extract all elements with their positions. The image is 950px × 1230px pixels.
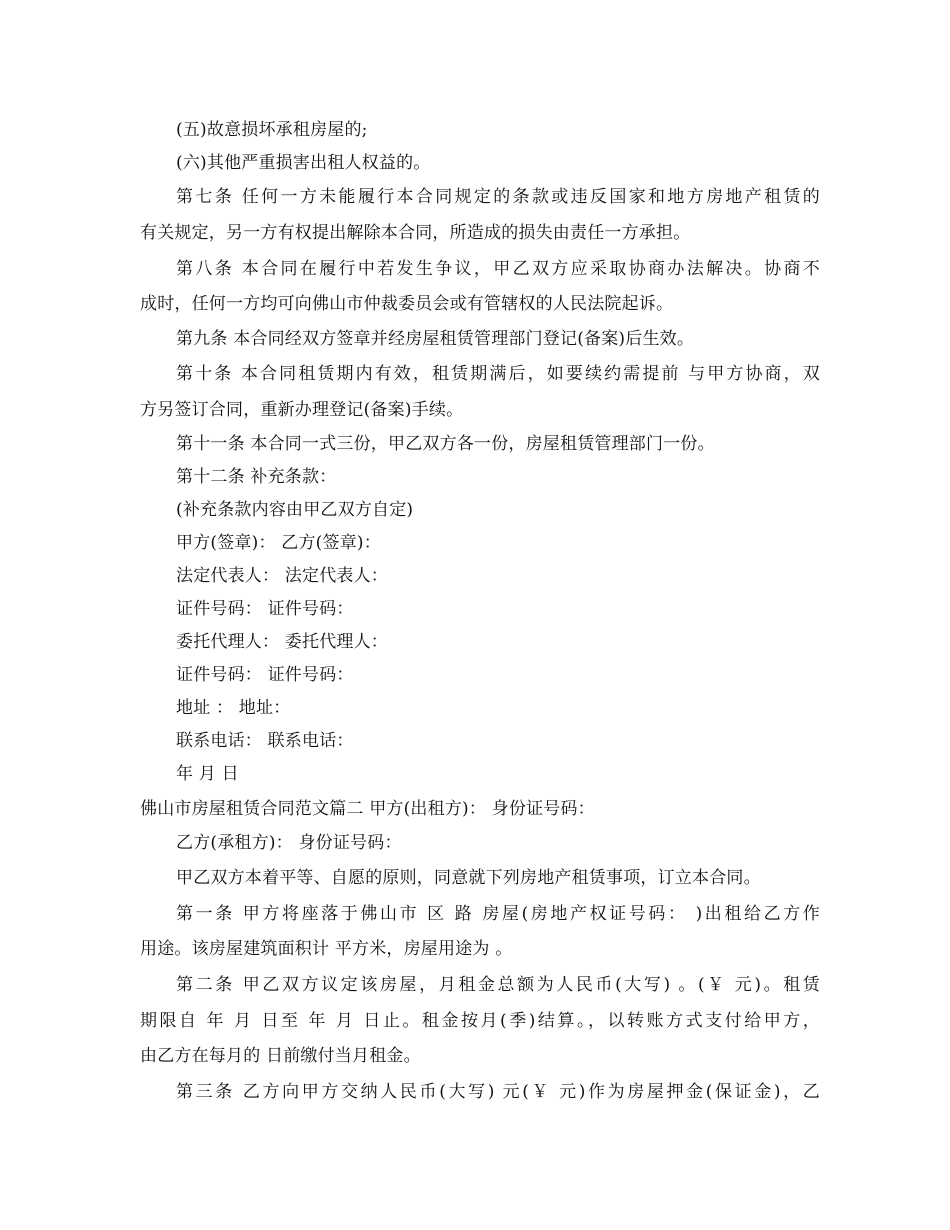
article-11-line: 第十一条 本合同一式三份，甲乙双方各一份，房屋租赁管理部门一份。 <box>176 434 715 454</box>
section-two-heading: 佛山市房屋租赁合同范文篇二 甲方(出租方)： 身份证号码： <box>140 799 595 819</box>
article-12-line: 第十二条 补充条款： <box>176 467 337 487</box>
date-line: 年 月 日 <box>176 764 239 784</box>
article-2-line-3: 由乙方在每月的 日前缴付当月租金。 <box>140 1046 421 1066</box>
preamble-line: 甲乙双方本着平等、自愿的原则，同意就下列房地产租赁事项，订立本合同。 <box>176 868 761 888</box>
article-7-line-1: 第七条 任何一方未能履行本合同规定的条款或违反国家和地方房地产租赁的 <box>176 187 820 207</box>
article-10-line-1: 第十条 本合同租赁期内有效，租赁期满后，如要续约需提前 与甲方协商，双 <box>176 364 820 384</box>
phone-line: 联系电话： 联系电话： <box>176 731 354 751</box>
article-2-line-1: 第二条 甲乙双方议定该房屋，月租金总额为人民币(大写) 。(￥ 元)。租赁 <box>176 975 820 995</box>
legal-rep-line: 法定代表人： 法定代表人： <box>176 566 389 586</box>
agent-line: 委托代理人： 委托代理人： <box>176 632 389 652</box>
article-8-line-1: 第八条 本合同在履行中若发生争议，甲乙双方应采取协商办法解决。协商不 <box>176 259 820 279</box>
article-2-line-2: 期限自 年 月 日至 年 月 日止。租金按月(季)结算。，以转账方式支付给甲方， <box>140 1011 820 1031</box>
article-1-line-2: 用途。该房屋建筑面积计 平方米，房屋用途为 。 <box>140 939 513 959</box>
article-3-line-1: 第三条 乙方向甲方交纳人民币(大写) 元(￥ 元)作为房屋押金(保证金)，乙 <box>176 1082 820 1102</box>
tenant-line: 乙方(承租方)： 身份证号码： <box>176 833 402 853</box>
id-number-line: 证件号码： 证件号码： <box>176 665 354 685</box>
signature-line: 甲方(签章)： 乙方(签章)： <box>176 533 381 553</box>
article-8-line-2: 成时，任何一方均可向佛山市仲裁委员会或有管辖权的人民法院起诉。 <box>140 294 674 314</box>
clause-line: (六)其他严重损害出租人权益的。 <box>176 153 431 173</box>
article-10-line-2: 方另签订合同，重新办理登记(备案)手续。 <box>140 400 464 420</box>
address-line: 地址 ： 地址： <box>176 698 291 718</box>
clause-line: (五)故意损坏承租房屋的; <box>176 120 368 140</box>
article-7-line-2: 有关规定，另一方有权提出解除本合同，所造成的损失由责任一方承担。 <box>140 223 691 243</box>
id-number-line: 证件号码： 证件号码： <box>176 599 354 619</box>
article-1-line-1: 第一条 甲方将座落于佛山市 区 路 房屋(房地产权证号码： )出租给乙方作 <box>176 904 820 924</box>
supplement-note: (补充条款内容由甲乙双方自定) <box>176 500 414 520</box>
article-9-line: 第九条 本合同经双方签章并经房屋租赁管理部门登记(备案)后生效。 <box>176 329 695 349</box>
